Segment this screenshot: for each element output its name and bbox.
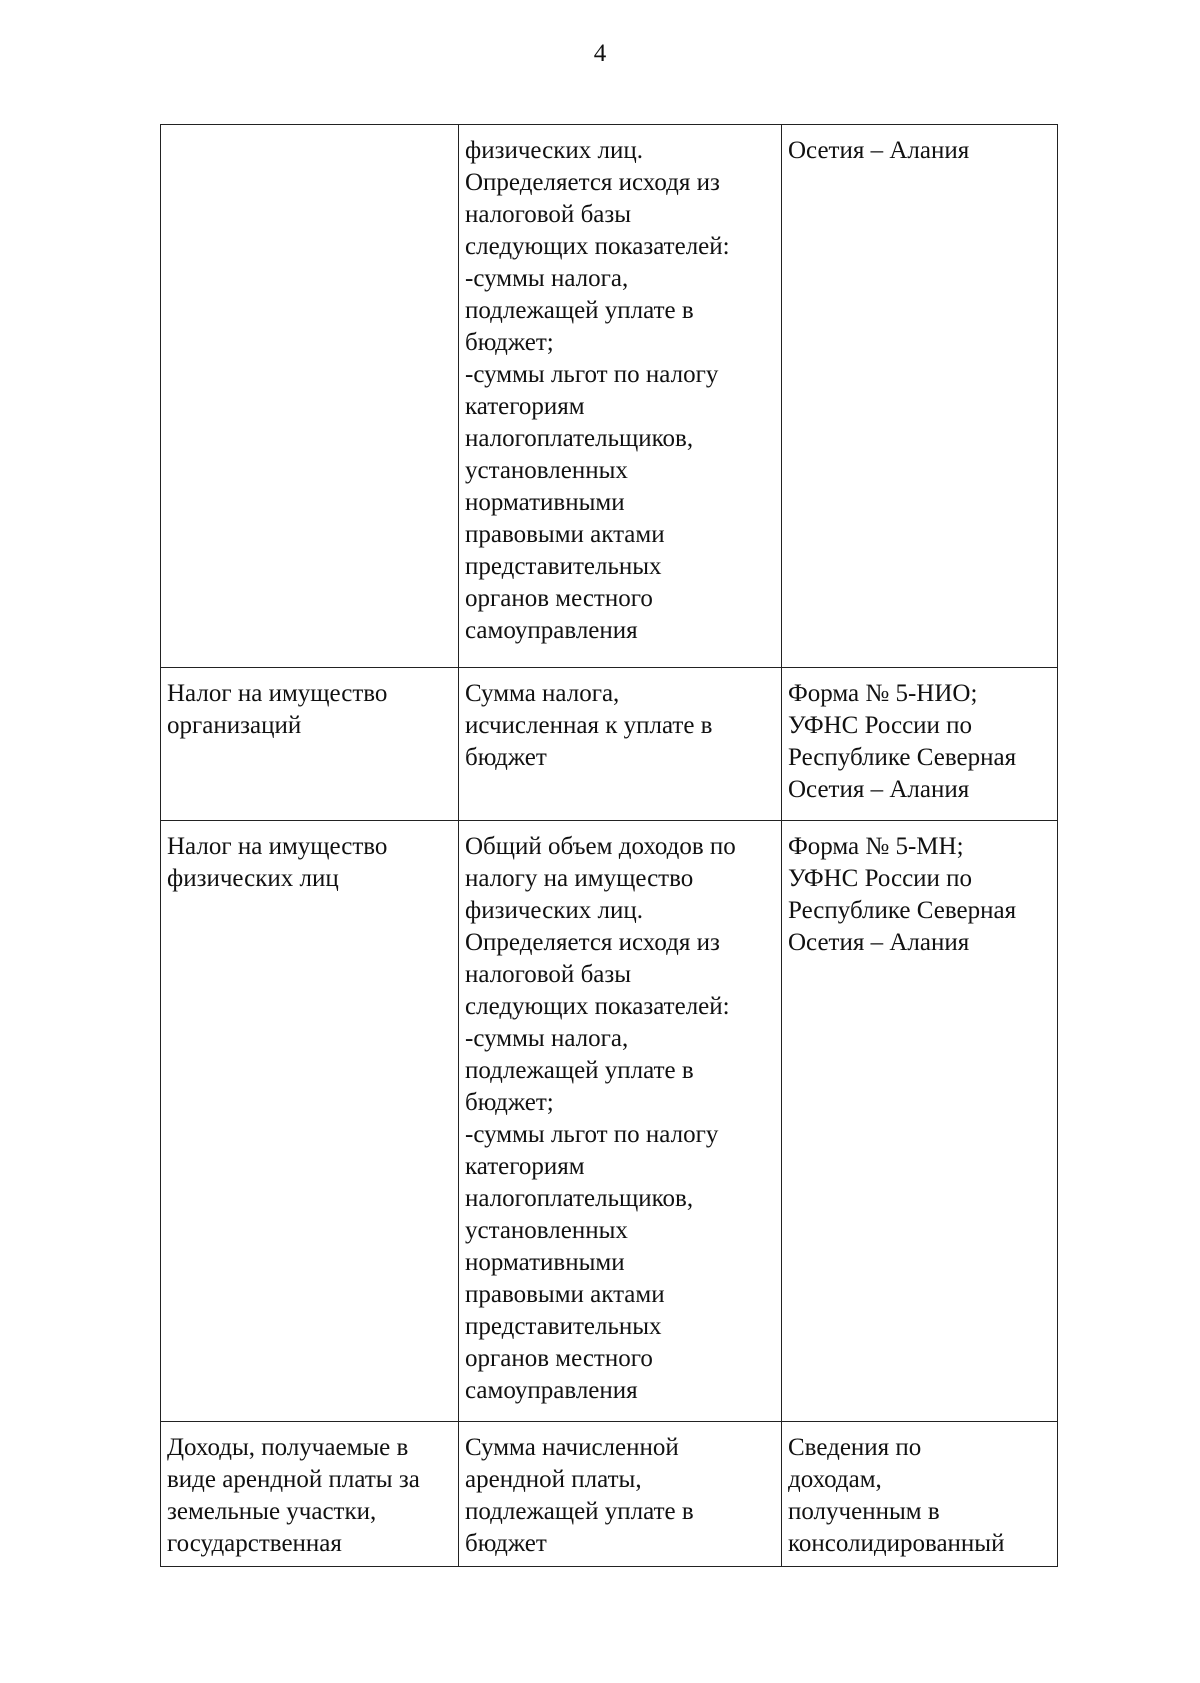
calculation-method-cell: физических лиц. Определяется исходя из налоговой базы следующих показателей: -суммы налога, подлежащей уплате в бюджет; -суммы льгот по налогу категориям налогоплательщиков, установленных нормативными правовыми актами представительных органов местного самоуправления <box>459 125 782 668</box>
table-row <box>161 821 1058 1422</box>
data-source-cell: Осетия – Алания <box>782 125 1058 668</box>
data-source-cell: Сведения по доходам, полученным в консолидированный <box>782 1422 1058 1567</box>
revenue-type-cell: Доходы, получаемые в виде арендной платы за земельные участки, государственная <box>161 1422 459 1567</box>
data-source-cell: Форма № 5-МН; УФНС России по Республике Северная Осетия – Алания <box>782 821 1058 1422</box>
data-source-cell: Форма № 5-НИО; УФНС России по Республике Северная Осетия – Алания <box>782 668 1058 821</box>
revenue-type-cell: Налог на имущество организаций <box>161 668 459 821</box>
table-row <box>161 668 1058 821</box>
table-row <box>161 125 1058 668</box>
calculation-method-cell: Сумма начисленной арендной платы, подлежащей уплате в бюджет <box>459 1422 782 1567</box>
page-number: 4 <box>593 40 607 67</box>
calculation-method-cell: Сумма налога, исчисленная к уплате в бюджет <box>459 668 782 821</box>
revenue-type-cell: Налог на имущество физических лиц <box>161 821 459 1422</box>
calculation-method-cell: Общий объем доходов по налогу на имущество физических лиц. Определяется исходя из налоговой базы следующих показателей: -суммы налога, подлежащей уплате в бюджет; -суммы льгот по налогу категориям налогоплательщиков, установленных нормативными правовыми актами представительных органов местного самоуправления <box>459 821 782 1422</box>
table-row <box>161 1422 1058 1567</box>
revenue-type-cell <box>161 125 459 668</box>
revenue-sources-table <box>160 124 1058 1567</box>
